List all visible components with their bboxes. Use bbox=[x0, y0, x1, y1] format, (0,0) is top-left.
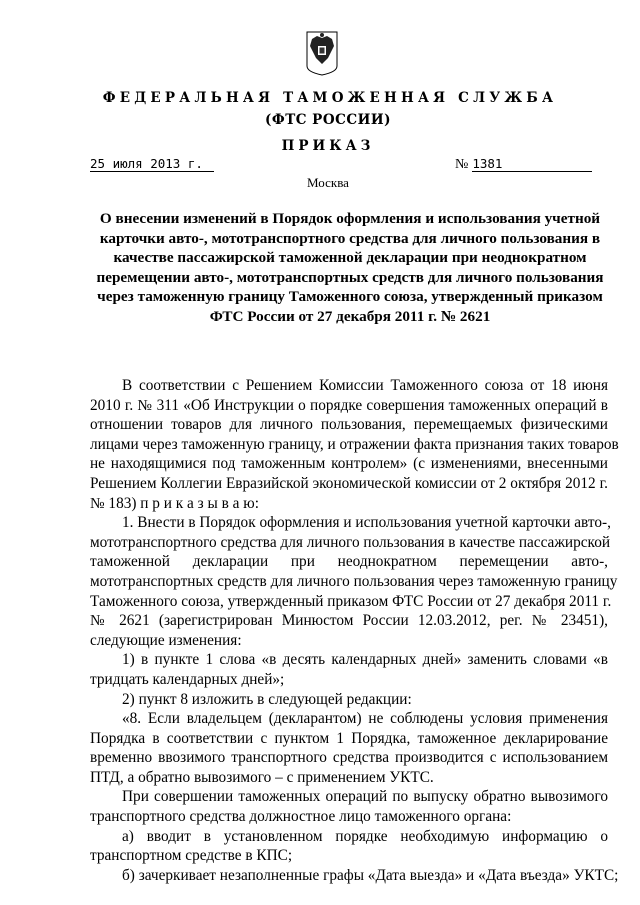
body-line: не находящимися под таможенным контролем» (с изменениями, внесенными bbox=[90, 455, 608, 473]
body-line: отношении товаров для личного пользования, перемещаемых физическими bbox=[90, 416, 608, 434]
body-line: В соответствии с Решением Комиссии Таможенного союза от 18 июня bbox=[122, 377, 608, 394]
body-line: 1) в пункте 1 слова «в десять календарных дней» заменить словами «в bbox=[122, 651, 608, 669]
body-line: транспортного средства должностное лицо таможенного органа: bbox=[90, 808, 512, 826]
document-date: 25 июля 2013 г. bbox=[90, 156, 214, 172]
body-line: а) вводит в установленном порядке необходимую информацию о bbox=[122, 827, 608, 845]
title-line: карточки авто-, мототранспортного средства для личного пользования в bbox=[99, 229, 601, 247]
number-value: 1381 bbox=[472, 156, 592, 172]
title-line: О внесении изменений в Порядок оформления и использования учетной bbox=[99, 210, 601, 227]
body-line: № 183) п р и к а з ы в а ю: bbox=[90, 494, 259, 512]
body-line: Порядка в соответствии с пунктом 1 Порядка, таможенное декларирование bbox=[90, 729, 608, 747]
document-body bbox=[90, 376, 619, 885]
body-line: мототранспортного средства для личного пользования в качестве пассажирской bbox=[90, 533, 611, 551]
body-line: ПТД, а обратно вывозимого – с применением УКТС. bbox=[90, 768, 434, 786]
body-line: При совершении таможенных операций по выпуску обратно вывозимого bbox=[122, 788, 608, 806]
body-line: 1. Внести в Порядок оформления и использования учетной карточки авто-, bbox=[122, 514, 611, 532]
title-line: ФТС России от 27 декабря 2011 г. № 2621 bbox=[209, 307, 491, 325]
body-line: Таможенного союза, утвержденный приказом ФТС России от 27 декабря 2011 г. bbox=[90, 592, 612, 610]
body-line: следующие изменения: bbox=[90, 631, 242, 649]
agency-abbreviation: (ФТС РОССИИ) bbox=[265, 112, 391, 128]
body-line: 2010 г. № 311 «Об Инструкции о порядке совершения таможенных операций в bbox=[90, 396, 608, 414]
body-line: б) зачеркивает незаполненные графы «Дата выезда» и «Дата въезда» УКТС; bbox=[122, 866, 619, 884]
body-line: 2) пункт 8 изложить в следующей редакции: bbox=[122, 690, 412, 708]
body-line: временно ввозимого транспортного средства производится с использованием bbox=[90, 749, 608, 767]
number-label: № bbox=[455, 157, 469, 172]
body-line: мототранспортных средств для личного пользования через таможенную границу bbox=[90, 572, 618, 590]
russian-coat-of-arms-icon bbox=[306, 30, 338, 76]
title-line: перемещении авто-, мототранспортных средств для личного пользования bbox=[96, 268, 604, 286]
body-line: лицами через таможенную границу, и отражении факта признания таких товаров bbox=[90, 435, 619, 453]
document-title bbox=[90, 209, 610, 326]
body-line: № 2621 (зарегистрирован Минюстом России 12.03.2012, рег. № 23451), bbox=[90, 612, 608, 630]
body-line: Решением Коллегии Евразийской экономической комиссии от 2 октября 2012 г. bbox=[90, 474, 608, 492]
agency-name: ФЕДЕРАЛЬНАЯ ТАМОЖЕННАЯ СЛУЖБА bbox=[102, 90, 558, 106]
title-line: качестве пассажирской таможенной декларации при неоднократном bbox=[113, 249, 587, 266]
city: Москва bbox=[307, 175, 349, 190]
title-line: через таможенную границу Таможенного союза, утвержденный приказом bbox=[97, 288, 603, 305]
body-line: транспортном средстве в КПС; bbox=[90, 847, 293, 865]
document-type: ПРИКАЗ bbox=[281, 138, 375, 154]
document-number bbox=[455, 156, 592, 173]
body-line: «8. Если владельцем (декларантом) не соблюдены условия применения bbox=[122, 710, 608, 728]
body-line: таможенной декларации при неоднократном перемещении авто-, bbox=[90, 553, 608, 571]
body-line: тридцать календарных дней»; bbox=[90, 670, 285, 688]
